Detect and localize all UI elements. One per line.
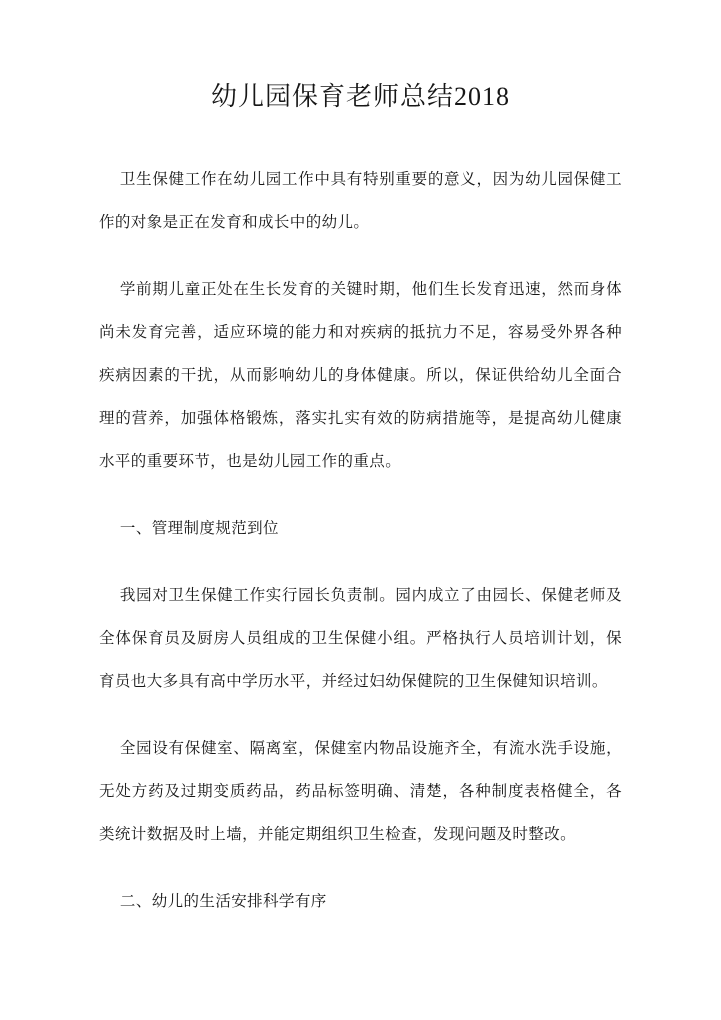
paragraph-intro: 卫生保健工作在幼儿园工作中具有特别重要的意义，因为幼儿园保健工作的对象是正在发育和成长中的幼儿。 xyxy=(99,171,622,231)
paragraph-preschool-development: 学前期儿童正处在生长发育的关键时期，他们生长发育迅速，然而身体尚未发育完善，适应环境的能力和对疾病的抵抗力不足，容易受外界各种疾病因素的干扰，从而影响幼儿的身体健康。所以，保证供给幼儿全面合理的营养，加强体格锻炼，落实扎实有效的防病措施等，是提高幼儿健康水平的重要环节，也是幼儿园工作的重点。 xyxy=(99,281,622,470)
paragraph-health-room: 全园设有保健室、隔离室，保健室内物品设施齐全，有流水洗手设施，无处方药及过期变质药品，药品标签明确、清楚，各种制度表格健全，各类统计数据及时上墙，并能定期组织卫生检查，发现问题及时整改。 xyxy=(99,740,622,843)
paragraph-management-system: 我园对卫生保健工作实行园长负责制。园内成立了由园长、保健老师及全体保育员及厨房人员组成的卫生保健小组。严格执行人员培训计划，保育员也大多具有高中学历水平，并经过妇幼保健院的卫生保健知识培训。 xyxy=(99,587,622,690)
section-heading-2: 二、幼儿的生活安排科学有序 xyxy=(119,893,327,910)
document-title: 幼儿园保育老师总结2018 xyxy=(210,82,510,111)
section-heading-1: 一、管理制度规范到位 xyxy=(119,520,279,537)
